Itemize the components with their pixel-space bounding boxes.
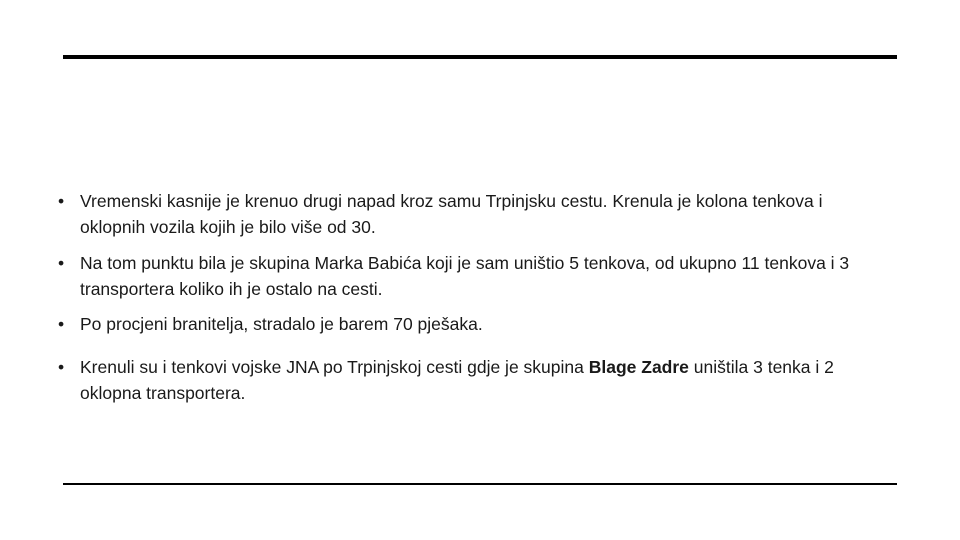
bullet-dot: • [58,191,65,211]
bullet-item [58,188,878,240]
bottom-divider [63,483,897,485]
bullet-text-bold: Blage Zadre [588,357,689,377]
bullet-text: Po procjeni branitelja, stradalo je barem 70 pješaka. [80,314,483,334]
bullet-text-after: uništila 3 tenka i 2 oklopna transportera. [80,357,834,403]
bullet-item [58,250,878,302]
bullet-item [58,311,878,337]
bullet-text: Na tom punktu bila je skupina Marka Babića koji je sam uništio 5 tenkova, od ukupno 11 tenkova i 3 transportera koliko ih je ostalo na cesti. [80,253,850,299]
bullet-dot: • [58,357,65,377]
bullet-item [58,354,878,406]
bullet-text: Vremenski kasnije je krenuo drugi napad kroz samu Trpinjsku cestu. Krenula je kolona tenkova i oklopnih vozila kojih je bilo više od 30. [80,191,823,237]
bullet-list [58,188,878,416]
top-divider [63,55,897,59]
bullet-dot: • [58,253,65,273]
bullet-dot: • [58,314,65,334]
bullet-text-before: Krenuli su i tenkovi vojske JNA po Trpinjskoj cesti gdje je skupina [80,357,589,377]
bullet-text [80,357,834,403]
